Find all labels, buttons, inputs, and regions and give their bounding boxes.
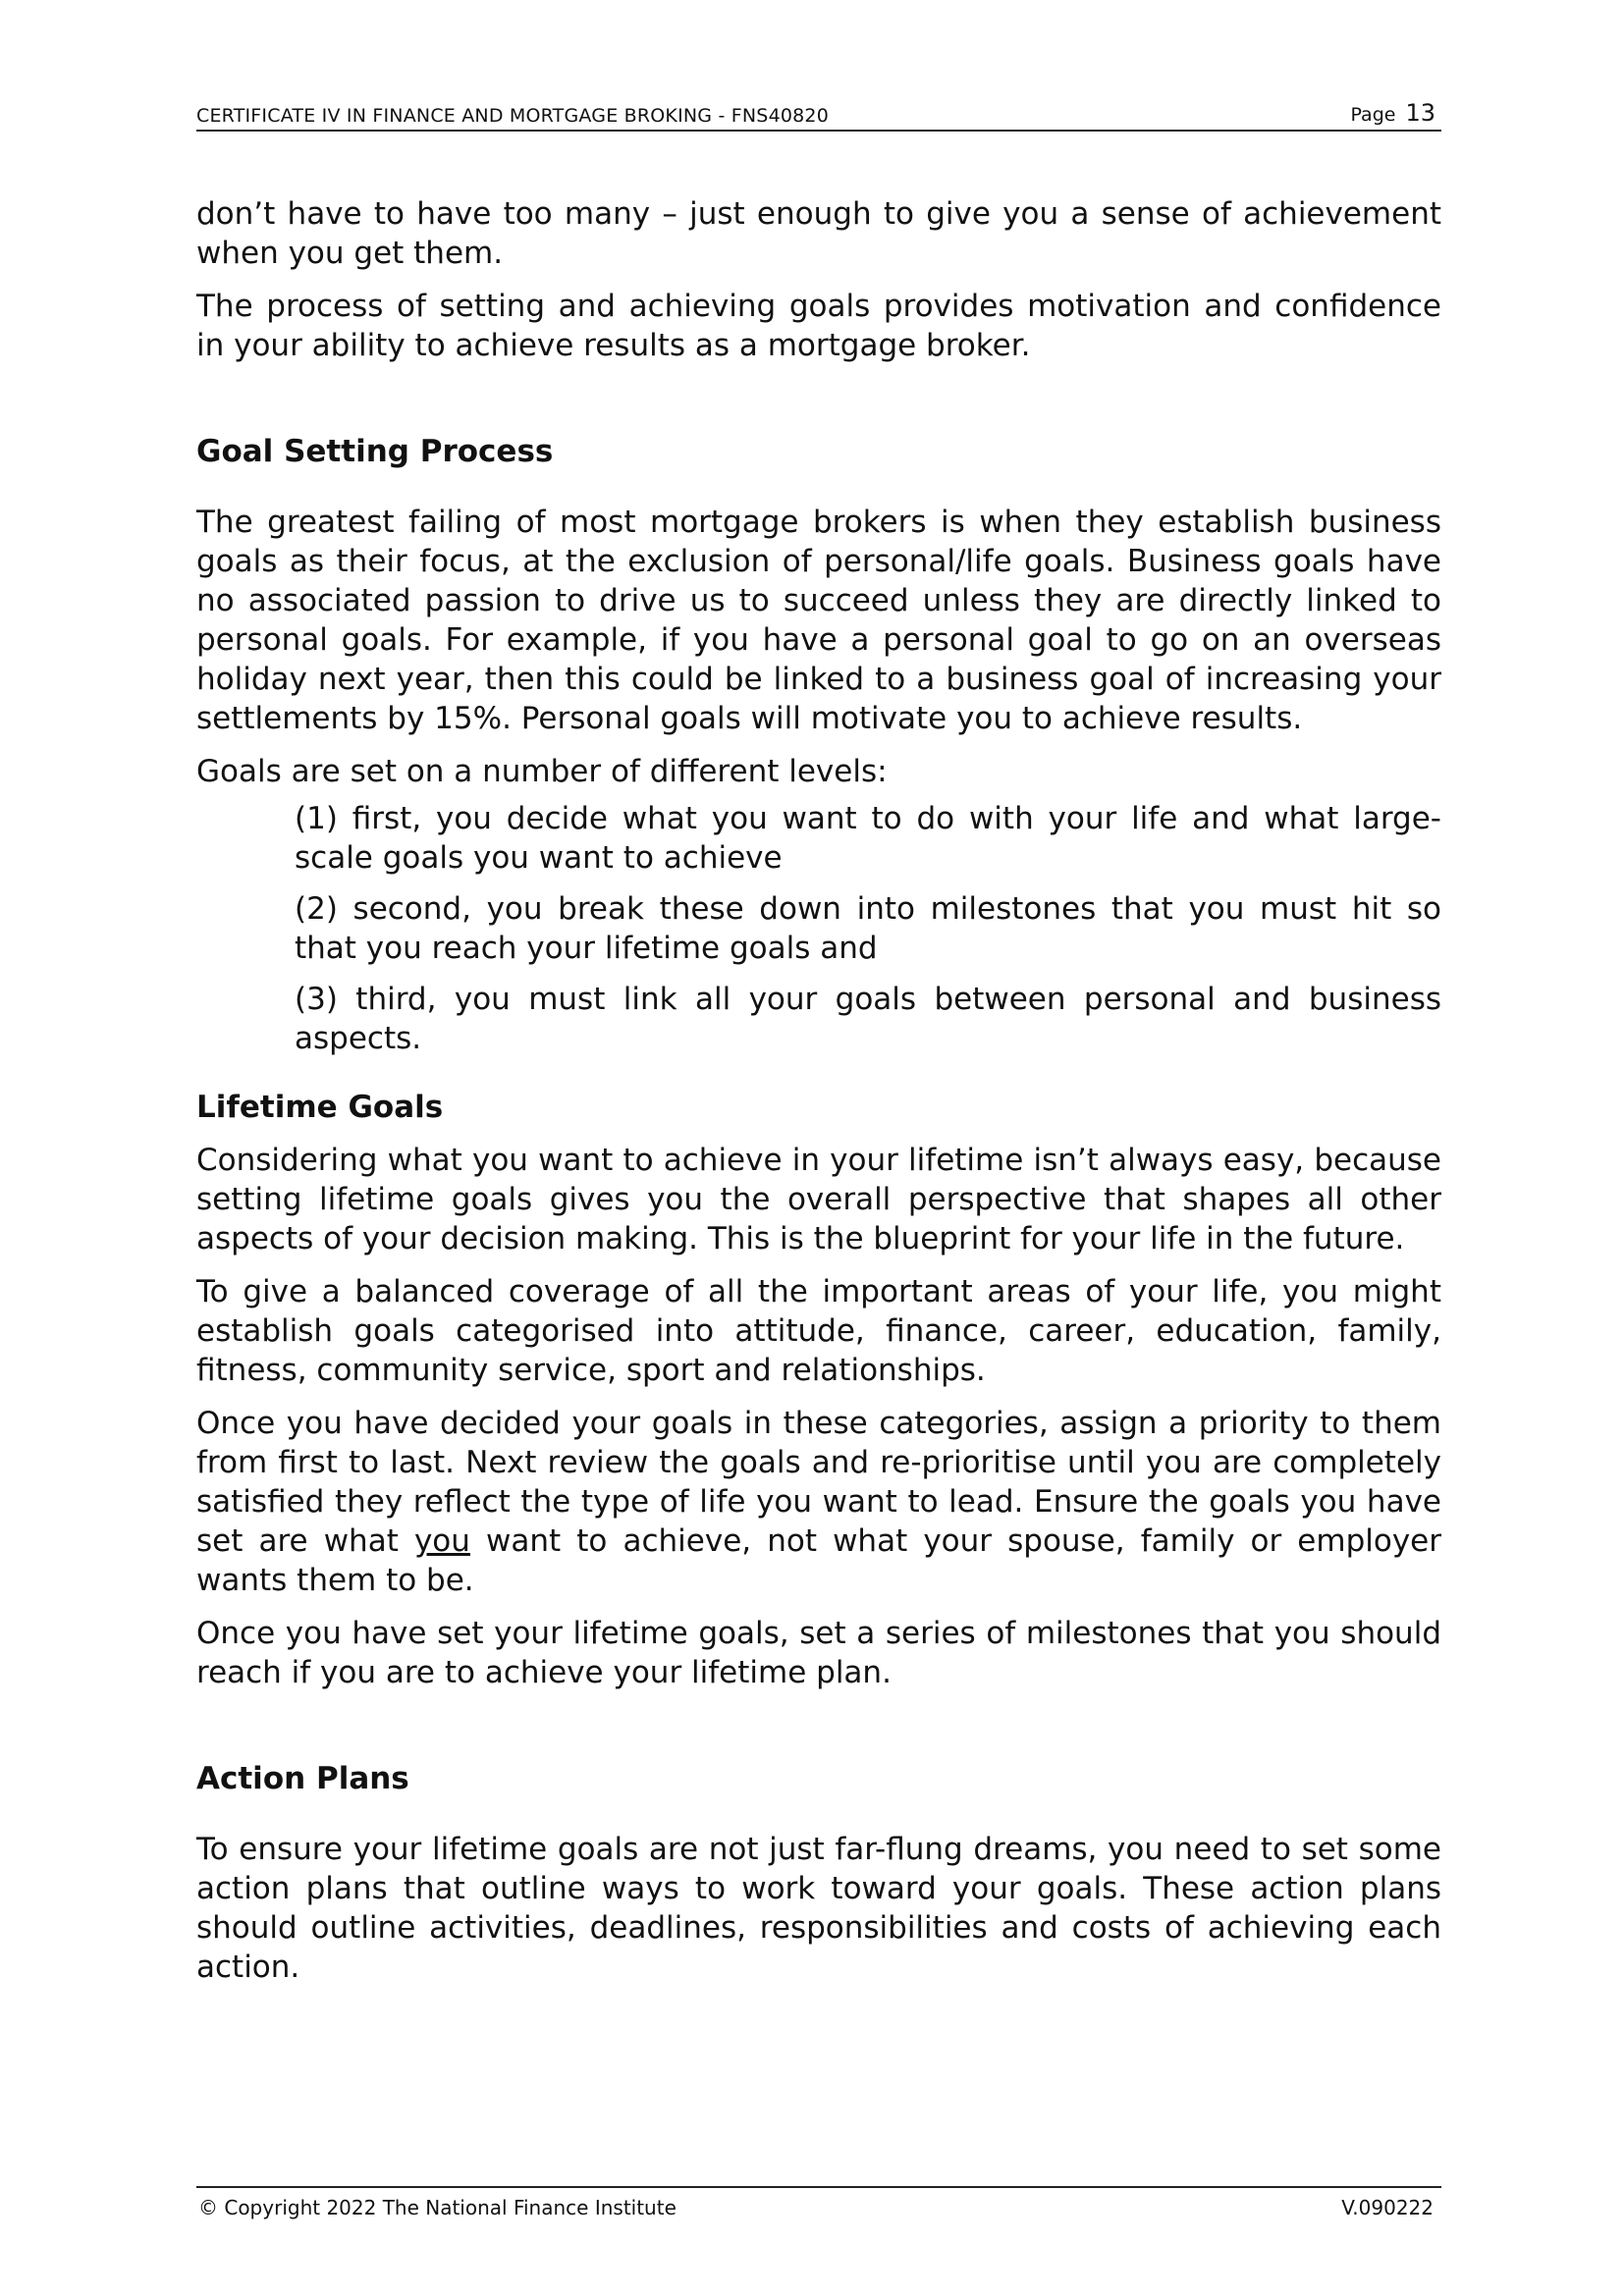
page-header: [196, 98, 1441, 132]
emphasis-you: you: [413, 1523, 470, 1559]
goal-setting-paragraph-1: The greatest failing of most mortgage brokers is when they establish business goals as their focus, at the exclusion of personal/life goals. Business goals have no associated passion to drive us to succeed unless they are directly linked to personal goals. For example, if you have a personal goal to go on an overseas holiday next year, then this could be linked to a business goal of increasing your settlements by 15%. Personal goals will motivate you to achieve results.: [196, 505, 1441, 736]
list-item: (2) second, you break these down into milestones that you must hit so that you reach your lifetime goals and: [295, 891, 1441, 966]
copyright-text: © Copyright 2022 The National Finance Institute: [198, 2196, 677, 2219]
action-plans-paragraph-1: To ensure your lifetime goals are not just far-flung dreams, you need to set some action plans that outline ways to work toward your goals. These action plans should outline activities, deadlines, responsibilities and costs of achieving each action.: [196, 1832, 1441, 1985]
page-number-label: [1350, 99, 1435, 127]
list-item: (1) first, you decide what you want to do with your life and what large-scale goals you want to achieve: [295, 801, 1441, 876]
lifetime-goals-paragraph-3: [196, 1404, 1441, 1600]
page-content: [196, 194, 1441, 2001]
lifetime-goals-p3-start: Once you have decided your goals in these categories, assign a priority to them from first to last. Next review the goals and re-prioritise until you are completely satisfied they reflect the type of life you want to lead. Ensure the goals you have set are what: [196, 1406, 1441, 1559]
lifetime-goals-paragraph-1: Considering what you want to achieve in your lifetime isn’t always easy, because setting lifetime goals gives you the overall perspective that shapes all other aspects of your decision making. This is the blueprint for your life in the future.: [196, 1143, 1441, 1256]
page-footer: [196, 2186, 1441, 2219]
page-label-text: Page: [1350, 104, 1396, 126]
lifetime-goals-paragraph-2: To give a balanced coverage of all the important areas of your life, you might establish goals categorised into attitude, finance, career, education, family, fitness, community service, sport and relationships.: [196, 1274, 1441, 1388]
lifetime-goals-paragraph-4: Once you have set your lifetime goals, set a series of milestones that you should reach if you are to achieve your lifetime plan.: [196, 1616, 1441, 1690]
section-heading-goal-setting: Goal Setting Process: [196, 434, 554, 469]
list-item: (3) third, you must link all your goals between personal and business aspects.: [295, 982, 1441, 1056]
goal-levels-list: [295, 799, 1441, 1058]
intro-paragraph-2: The process of setting and achieving goals provides motivation and confidence in your ability to achieve results as a mortgage broker.: [196, 289, 1441, 363]
version-text: V.090222: [1341, 2196, 1434, 2219]
intro-paragraph-1: don’t have to have too many – just enough to give you a sense of achievement when you get them.: [196, 196, 1441, 271]
document-title: CERTIFICATE IV IN FINANCE AND MORTGAGE BROKING - FNS40820: [196, 105, 830, 127]
lifetime-goals-p3-end: want to achieve, not what your spouse, family or employer wants them to be.: [196, 1523, 1441, 1598]
section-heading-action-plans: Action Plans: [196, 1761, 409, 1796]
section-heading-lifetime-goals: Lifetime Goals: [196, 1090, 444, 1125]
goal-setting-paragraph-2: Goals are set on a number of different levels:: [196, 754, 888, 789]
page-number: 13: [1405, 99, 1435, 127]
